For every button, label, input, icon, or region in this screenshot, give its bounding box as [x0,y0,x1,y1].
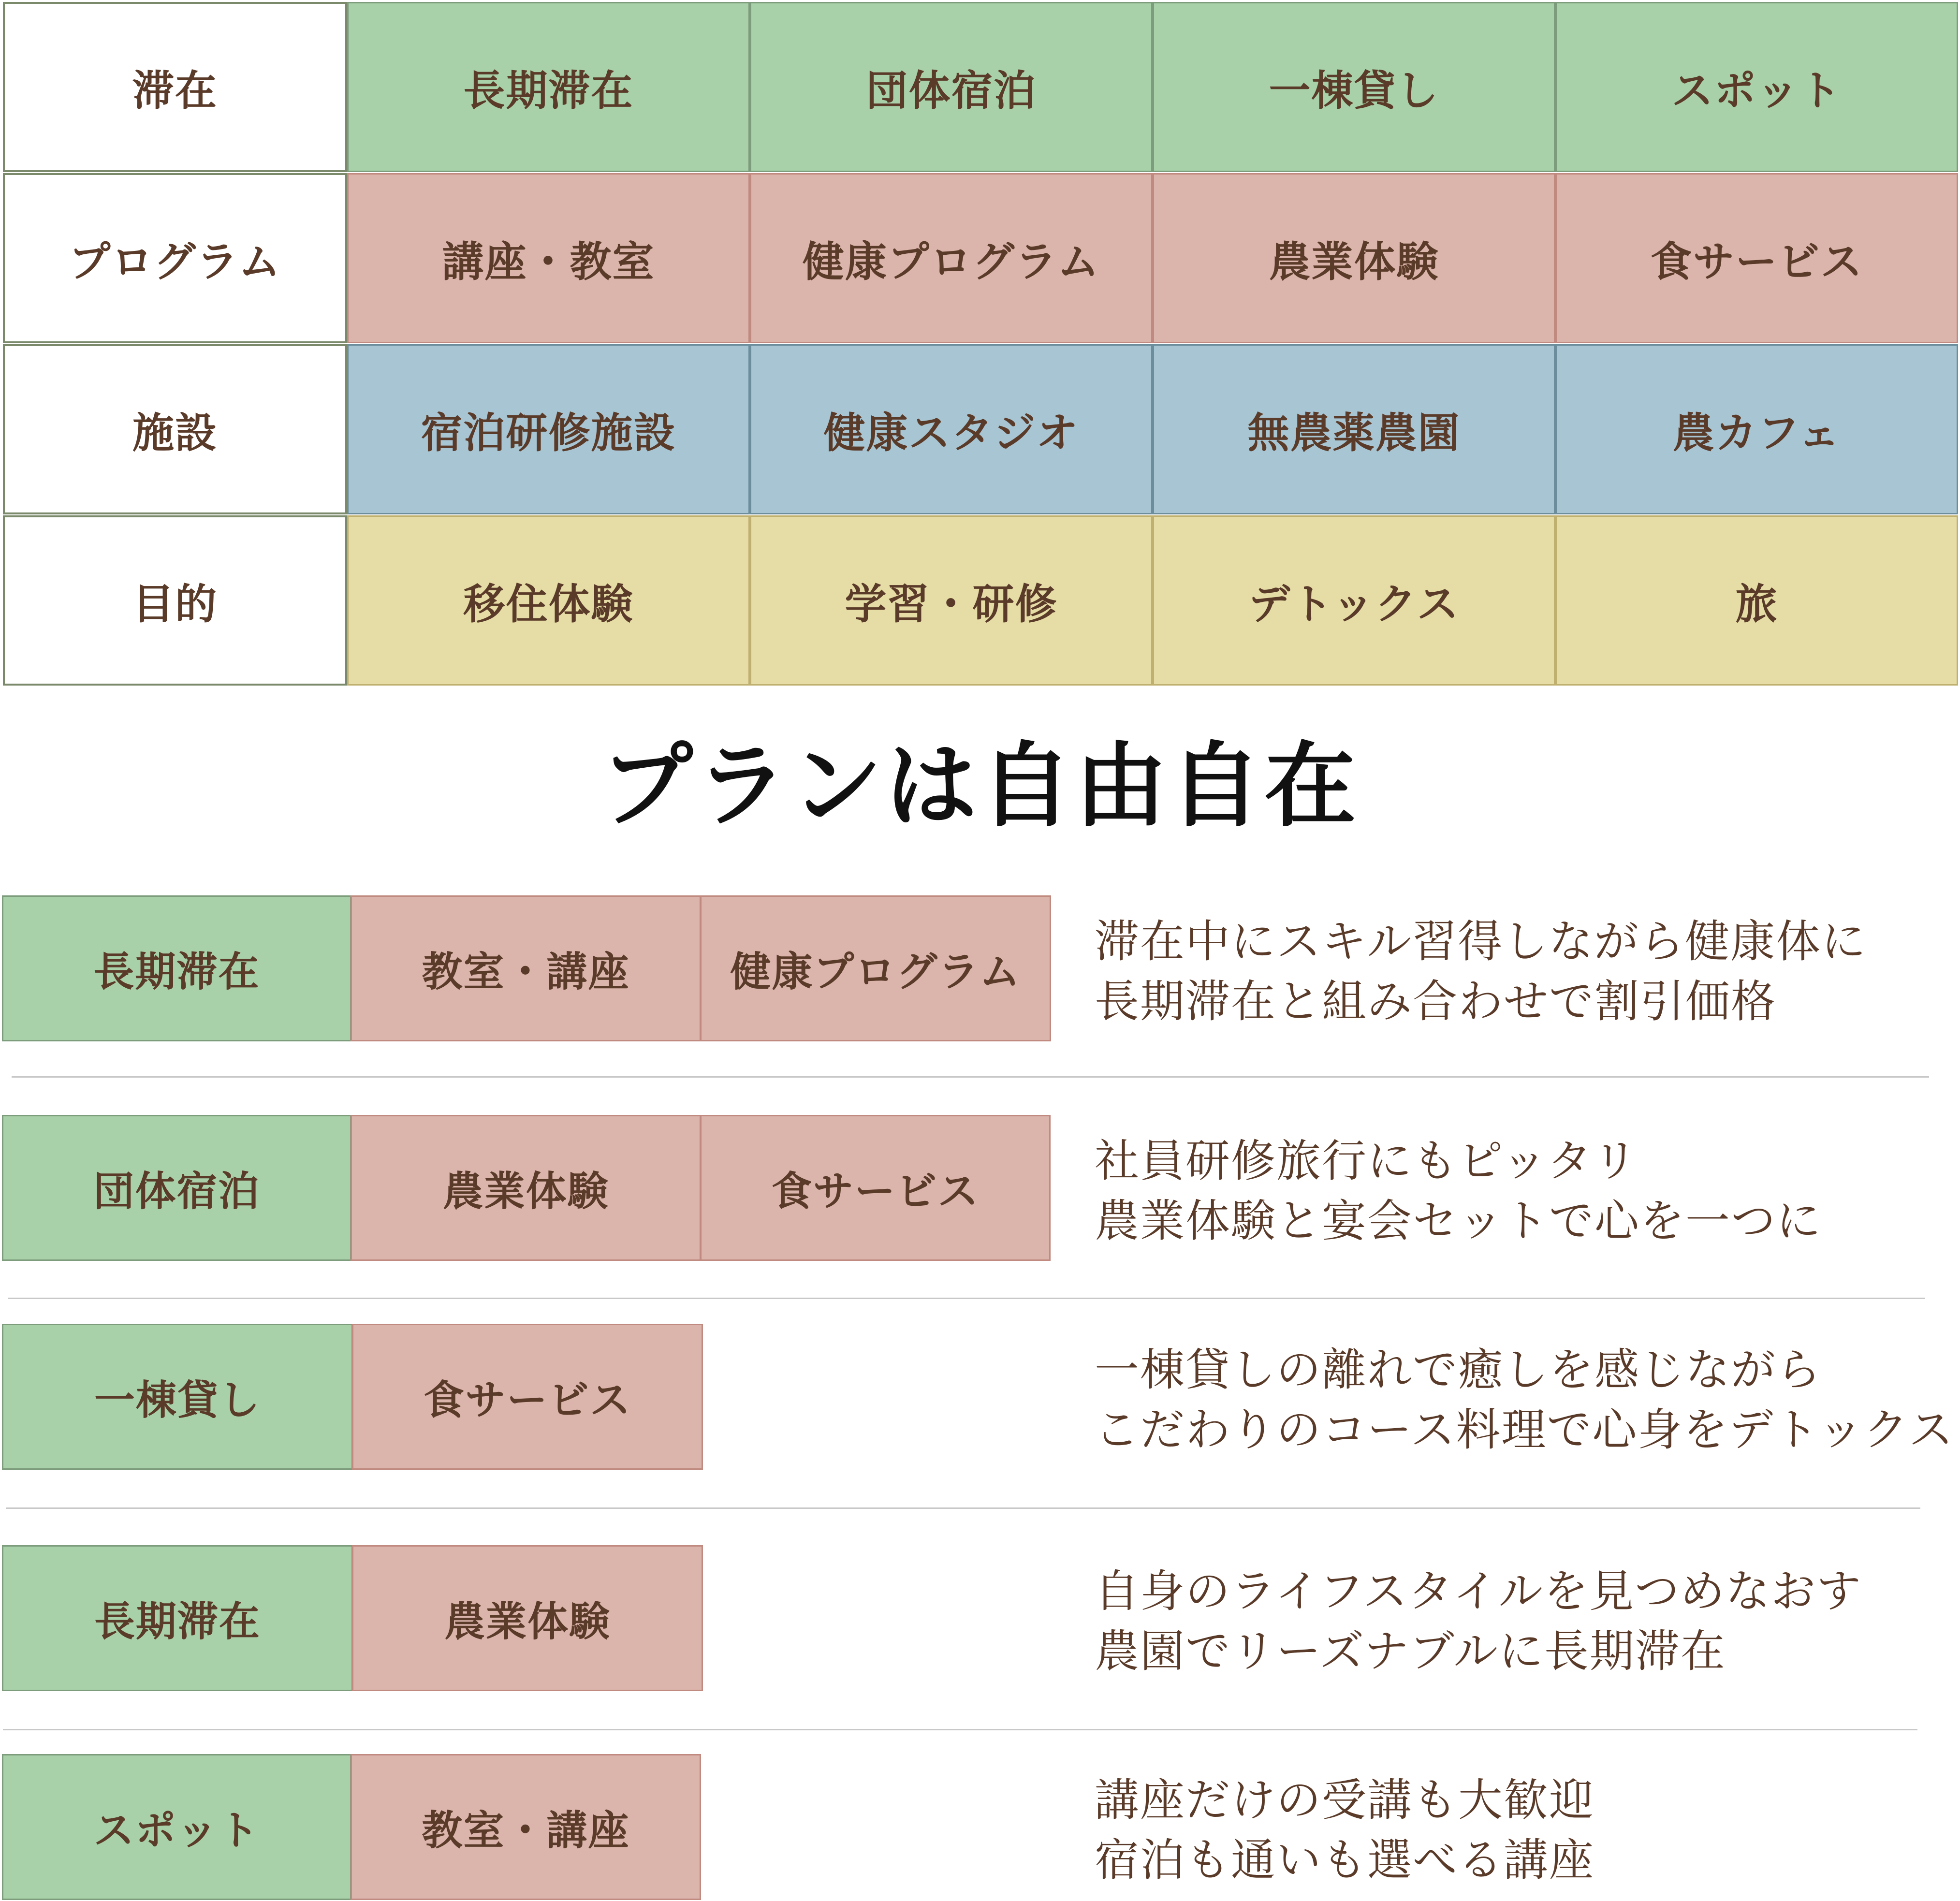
grid-cell-food-service: 食サービス [1555,173,1958,343]
plan-description-line: 長期滞在と組み合わせで割引価格 [1095,976,1777,1027]
plan-description-line: 社員研修旅行にもピッタリ [1095,1135,1638,1187]
plan-box-stay: スポット [2,1754,351,1900]
grid-cell-relocation: 移住体験 [347,515,750,686]
plan-description-line: 農業体験と宴会セットで心を一つに [1095,1195,1822,1247]
grid-cell-health-program: 健康プログラム [750,173,1153,343]
plan-description-line: 宿泊も通いも選べる講座 [1095,1834,1595,1886]
plan-box-program: 健康プログラム [700,895,1051,1041]
plan-description [1095,1340,1954,1460]
grid-row-facility [3,344,1958,514]
grid-header-facility: 施設 [3,344,347,514]
grid-cell-farming: 農業体験 [1153,173,1555,343]
grid-cell-travel: 旅 [1555,515,1958,686]
grid-cell-group-stay: 団体宿泊 [750,2,1153,172]
plan-divider [6,1507,1920,1509]
plan-description-line: 講座だけの受講も大歓迎 [1095,1774,1595,1826]
plan-description [1095,1562,1862,1682]
plan-row [2,1115,1955,1261]
grid-cell-whole-house: 一棟貸し [1153,2,1555,172]
plan-description-line: 滞在中にスキル習得しながら健康体に [1095,916,1867,967]
grid-row-stay [3,2,1958,172]
grid-cell-spot: スポット [1555,2,1958,172]
grid-cell-training-lodge: 宿泊研修施設 [347,344,750,514]
plan-description-line: 一棟貸しの離れで癒しを感じながら [1095,1344,1822,1396]
plan-divider [3,1729,1917,1730]
plan-box-stay: 長期滞在 [2,1545,353,1691]
plan-description-line: こだわりのコース料理で心身をデトックス [1095,1404,1954,1456]
plan-row [2,895,1955,1041]
plan-box-program: 食サービス [352,1324,703,1470]
plan-box-program: 食サービス [700,1115,1051,1261]
grid-cell-learning: 学習・研修 [750,515,1153,686]
plan-box-program: 農業体験 [351,1115,701,1261]
grid-cell-farm-cafe: 農カフェ [1555,344,1958,514]
plan-box-program: 農業体験 [352,1545,703,1691]
plan-box-stay: 団体宿泊 [2,1115,351,1261]
section-title: プランは自由自在 [600,731,1359,839]
plan-row [2,1754,1955,1900]
plan-row [2,1545,1955,1691]
grid-cell-organic-farm: 無農薬農園 [1153,344,1555,514]
plan-description-line: 農園でリーズナブルに長期滞在 [1095,1625,1726,1677]
grid-header-program: プログラム [3,173,347,343]
plan-box-program: 教室・講座 [351,895,701,1041]
grid-cell-health-studio: 健康スタジオ [750,344,1153,514]
grid-header-stay: 滞在 [3,2,347,172]
category-grid [3,2,1958,684]
grid-cell-detox: デトックス [1153,515,1555,686]
plan-box-stay: 長期滞在 [2,895,351,1041]
grid-header-purpose: 目的 [3,515,347,686]
plan-description [1095,1131,1822,1251]
grid-cell-long-stay: 長期滞在 [347,2,750,172]
plan-box-stay: 一棟貸し [2,1324,353,1470]
plan-row [2,1324,1955,1470]
plan-description [1095,912,1867,1032]
plan-box-program: 教室・講座 [351,1754,701,1900]
plan-divider [8,1298,1925,1299]
grid-row-program [3,173,1958,343]
grid-row-purpose [3,515,1958,686]
plan-description-line: 自身のライフスタイルを見つめなおす [1095,1565,1862,1617]
plan-divider [12,1076,1929,1078]
grid-cell-course: 講座・教室 [347,173,750,343]
plan-description [1095,1770,1594,1890]
